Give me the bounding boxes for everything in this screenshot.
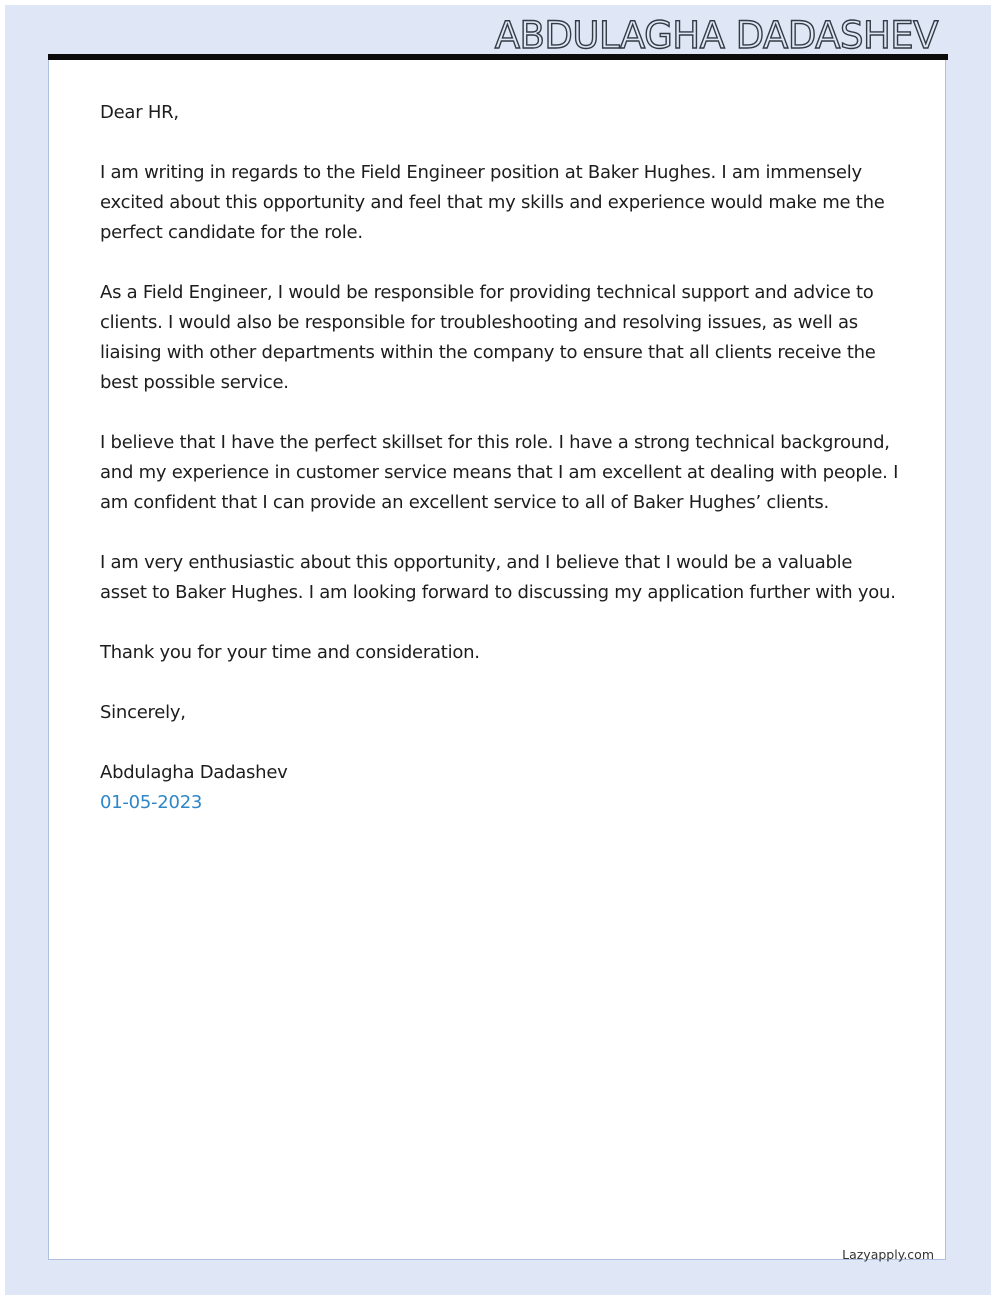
footer-brand-link[interactable]: Lazyapply.com bbox=[842, 1247, 934, 1262]
salutation: Dear HR, bbox=[100, 102, 179, 123]
letter-date: 01-05-2023 bbox=[100, 792, 203, 813]
closing: Sincerely, bbox=[100, 702, 186, 723]
letter-paragraph: I am very enthusiastic about this opportunity, and I believe that I would be a valuable asset to Baker Hughes. I am looking forward to discussing my application further with you. bbox=[100, 552, 896, 603]
signature-name: Abdulagha Dadashev bbox=[100, 762, 288, 783]
letter-paragraph: I believe that I have the perfect skillset for this role. I have a strong technical background, and my experience in customer service means that I am excellent at dealing with people. I am confident that I can provide an excellent service to all of Baker Hughes’ clients. bbox=[100, 432, 899, 513]
cover-letter-body bbox=[100, 98, 900, 848]
letter-paragraph: I am writing in regards to the Field Engineer position at Baker Hughes. I am immensely excited about this opportunity and feel that my skills and experience would make me the perfect candidate for the role. bbox=[100, 162, 885, 243]
header-name: ABDULAGHA DADASHEV bbox=[494, 14, 938, 57]
letter-paragraph: As a Field Engineer, I would be responsible for providing technical support and advice to clients. I would also be responsible for troubleshooting and resolving issues, as well as liaising with other departments within the company to ensure that all clients receive the best possible service. bbox=[100, 282, 876, 393]
letter-paragraph: Thank you for your time and consideration. bbox=[100, 642, 480, 663]
